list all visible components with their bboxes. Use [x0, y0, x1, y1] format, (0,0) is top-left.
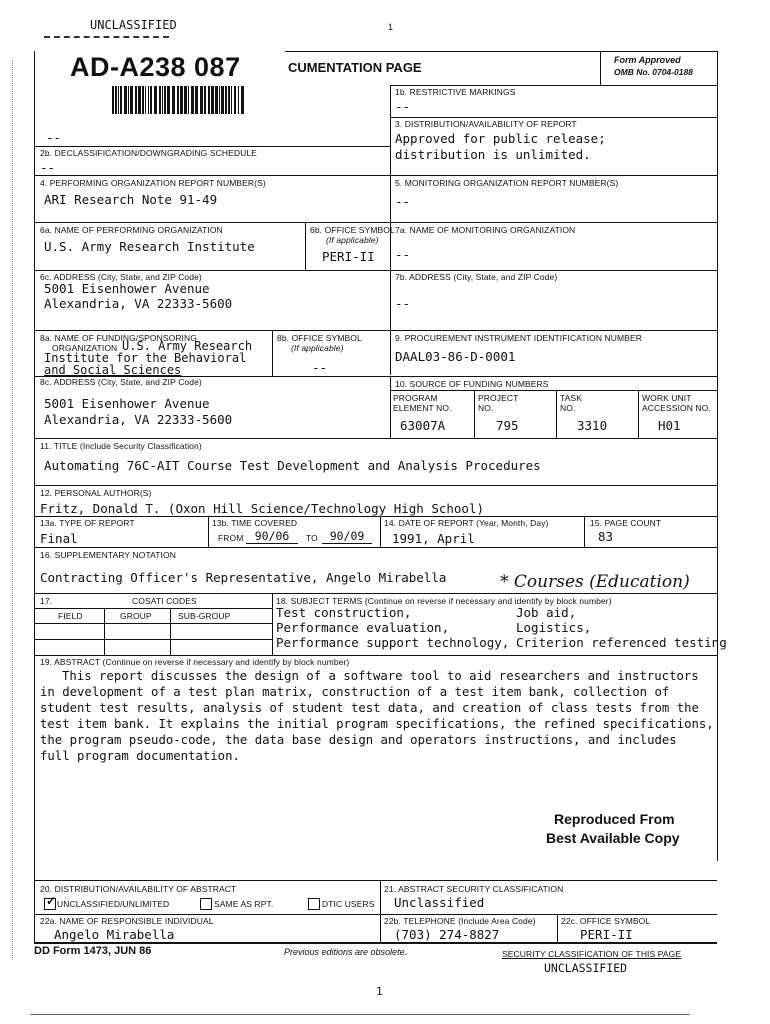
office-symbol-8b-value: --	[312, 360, 328, 375]
rule	[34, 485, 717, 486]
restrictive-markings-value: --	[395, 99, 411, 114]
abstract-line: student test results, analysis of student test data, and creation of class tests from the	[40, 701, 699, 715]
abstract-label: 19. ABSTRACT (Continue on reverse if necessary and identify by block number)	[40, 657, 350, 667]
rule	[390, 390, 717, 391]
funding-org-line2: Institute for the Behavioral	[44, 351, 247, 365]
procurement-value: DAAL03-86-D-0001	[395, 349, 516, 364]
work-unit-label-2: ACCESSION NO.	[642, 403, 711, 413]
performing-report-number-value: ARI Research Note 91-49	[44, 192, 218, 207]
office-symbol-22c-label: 22c. OFFICE SYMBOL	[561, 916, 651, 926]
responsible-individual-value: Angelo Mirabella	[54, 927, 175, 942]
office-symbol-6b-label: 6b. OFFICE SYMBOL	[310, 225, 395, 235]
work-unit-label-1: WORK UNIT	[642, 393, 692, 403]
accession-number: AD-A238 087	[70, 52, 241, 82]
funding-org-line3: and Social Sciences	[44, 363, 182, 377]
cosati-codes-label: COSATI CODES	[132, 596, 197, 606]
page-count-label: 15. PAGE COUNT	[590, 518, 662, 528]
scan-edge	[30, 1014, 690, 1015]
rule	[34, 655, 717, 656]
address-7b-value: --	[395, 296, 411, 311]
restrictive-markings-label: 1b. RESTRICTIVE MARKINGS	[395, 87, 516, 97]
rule	[34, 880, 717, 881]
address-8c-label: 8c. ADDRESS (City, State, and ZIP Code)	[40, 377, 202, 387]
header-strike	[44, 36, 169, 38]
cosati-subgroup-header: SUB-GROUP	[178, 611, 231, 621]
address-6c-line2: Alexandria, VA 22333-5600	[44, 296, 233, 311]
report-date-value: 1991, April	[392, 531, 475, 546]
same-as-rpt-label: SAME AS RPT.	[214, 899, 274, 909]
rule	[34, 608, 272, 609]
rule	[34, 942, 717, 944]
task-label-1: TASK	[560, 393, 582, 403]
address-8c-line2: Alexandria, VA 22333-5600	[44, 412, 233, 427]
rule	[34, 593, 717, 594]
office-symbol-22c-value: PERI-II	[580, 927, 633, 942]
monitoring-org-value: --	[395, 247, 411, 262]
funding-org-label-2: ORGANIZATION	[52, 343, 118, 353]
report-date-label: 14. DATE OF REPORT (Year, Month, Day)	[384, 518, 549, 528]
rule	[34, 639, 272, 640]
page-count-value: 83	[598, 529, 614, 544]
rule	[474, 390, 475, 438]
rule	[34, 146, 390, 147]
unclassified-unlimited-label: UNCLASSIFIED/UNLIMITED	[57, 899, 170, 909]
performing-org-value: U.S. Army Research Institute	[44, 239, 255, 254]
page-title: CUMENTATION PAGE	[288, 60, 422, 75]
rule	[104, 608, 105, 655]
task-label-2: NO.	[560, 403, 576, 413]
cosati-group-header: GROUP	[120, 611, 152, 621]
report-type-value: Final	[40, 531, 78, 546]
rule	[272, 330, 273, 376]
form-number: DD Form 1473, JUN 86	[34, 945, 152, 957]
project-label-1: PROJECT	[478, 393, 519, 403]
abstract-line: in development of a test plan matrix, construction of a test item bank, collection of	[40, 685, 670, 699]
dtic-users-checkbox[interactable]	[308, 898, 320, 910]
funding-numbers-label: 10. SOURCE OF FUNDING NUMBERS	[395, 379, 549, 389]
monitoring-report-number-value: --	[395, 194, 411, 209]
rule	[34, 175, 717, 176]
security-classification-footer-label: SECURITY CLASSIFICATION OF THIS PAGE	[502, 949, 682, 959]
rule	[34, 623, 272, 624]
rule	[380, 516, 381, 547]
subject-term: Criterion referenced testing	[516, 635, 727, 650]
monitoring-report-number-label: 5. MONITORING ORGANIZATION REPORT NUMBER(S)	[395, 178, 619, 188]
barcode-icon	[112, 86, 244, 114]
subject-terms-label: 18. SUBJECT TERMS (Continue on reverse if necessary and identify by block number)	[276, 596, 612, 606]
abstract-line: the program pseudo-code, the data base design and operators instructions, and includes	[40, 733, 677, 747]
page-number: 1	[376, 985, 383, 998]
project-value: 795	[496, 418, 519, 433]
project-label-2: NO.	[478, 403, 494, 413]
page-mark: 1	[388, 22, 394, 32]
frame-left	[34, 51, 35, 943]
omb-number: OMB No. 0704-0188	[614, 67, 693, 77]
supplementary-value: Contracting Officer's Representative, Angelo Mirabella	[40, 570, 447, 585]
rule	[272, 593, 273, 655]
rule	[305, 222, 306, 270]
rule	[208, 516, 209, 547]
rule	[390, 376, 391, 438]
address-8c-line1: 5001 Eisenhower Avenue	[44, 396, 210, 411]
rule	[556, 390, 557, 438]
office-symbol-6b-value: PERI-II	[322, 249, 375, 264]
abstract-security-label: 21. ABSTRACT SECURITY CLASSIFICATION	[384, 884, 564, 894]
program-element-value: 63007A	[400, 418, 446, 433]
rule	[584, 516, 585, 547]
report-type-label: 13a. TYPE OF REPORT	[40, 518, 135, 528]
subject-term: Performance evaluation,	[276, 620, 450, 635]
scan-edge	[12, 60, 13, 960]
rule	[34, 330, 717, 331]
classification-bottom: UNCLASSIFIED	[544, 961, 628, 975]
classification-top: UNCLASSIFIED	[90, 18, 177, 32]
rule	[34, 516, 717, 517]
distribution-value-line2: distribution is unlimited.	[395, 147, 591, 162]
time-to-label: TO	[306, 533, 318, 543]
subject-term: Performance support technology,	[276, 635, 510, 650]
rule	[638, 390, 639, 438]
frame-right	[717, 51, 718, 861]
address-6c-label: 6c. ADDRESS (City, State, and ZIP Code)	[40, 272, 202, 282]
security-classification-value: --	[46, 130, 62, 145]
form-approved-divider	[600, 51, 601, 85]
subject-term: Test construction,	[276, 605, 412, 620]
declassification-value: --	[40, 160, 56, 175]
dtic-users-label: DTIC USERS	[322, 899, 375, 909]
handwritten-annotation: * Courses (Education)	[500, 572, 690, 592]
performing-report-number-label: 4. PERFORMING ORGANIZATION REPORT NUMBER(S)	[40, 178, 266, 188]
work-unit-value: H01	[658, 418, 681, 433]
author-label: 12. PERSONAL AUTHOR(S)	[40, 488, 152, 498]
abstract-line: test item bank. It explains the initial program specifications, the refined specifications,	[40, 717, 714, 731]
rule	[557, 914, 558, 942]
rule	[34, 270, 717, 271]
monitoring-org-label: 7a. NAME OF MONITORING ORGANIZATION	[395, 225, 576, 235]
abstract-security-value: Unclassified	[394, 895, 485, 910]
rule	[34, 222, 717, 223]
cosati-number: 17.	[40, 596, 53, 606]
telephone-label: 22b. TELEPHONE (Include Area Code)	[384, 916, 536, 926]
office-symbol-8b-sub: (If applicable)	[291, 343, 344, 353]
declassification-label: 2b. DECLASSIFICATION/DOWNGRADING SCHEDULE	[40, 148, 257, 158]
rule	[390, 117, 717, 118]
office-symbol-6b-sub: (If applicable)	[326, 235, 379, 245]
rule	[34, 547, 717, 548]
reproduced-stamp-line2: Best Available Copy	[546, 830, 680, 846]
address-6c-line1: 5001 Eisenhower Avenue	[44, 281, 210, 296]
abstract-distribution-label: 20. DISTRIBUTION/AVAILABILITY OF ABSTRACT	[40, 884, 237, 894]
title-label: 11. TITLE (Include Security Classification)	[40, 441, 202, 451]
obsolete-notice: Previous editions are obsolete.	[284, 947, 408, 957]
checkmark-icon: ✓	[46, 894, 57, 908]
time-from-label: FROM	[218, 533, 244, 543]
rule	[170, 608, 171, 655]
address-7b-label: 7b. ADDRESS (City, State, and ZIP Code)	[395, 272, 558, 282]
task-value: 3310	[577, 418, 608, 433]
performing-org-label: 6a. NAME OF PERFORMING ORGANIZATION	[40, 225, 223, 235]
rule	[390, 85, 717, 86]
rule	[34, 438, 717, 439]
telephone-value: (703) 274-8827	[394, 927, 500, 942]
distribution-label: 3. DISTRIBUTION/AVAILABILITY OF REPORT	[395, 119, 577, 129]
distribution-value-line1: Approved for public release;	[395, 131, 606, 146]
subject-term: Job aid,	[516, 605, 577, 620]
rule	[380, 880, 381, 942]
time-to-value: 90/09	[322, 529, 372, 544]
responsible-individual-label: 22a. NAME OF RESPONSIBLE INDIVIDUAL	[40, 916, 214, 926]
procurement-label: 9. PROCUREMENT INSTRUMENT IDENTIFICATION NUMBER	[395, 333, 642, 343]
supplementary-label: 16. SUPPLEMENTARY NOTATION	[40, 550, 176, 560]
author-value: Fritz, Donald T. (Oxon Hill Science/Technology High School)	[40, 501, 485, 516]
subject-term: Logistics,	[516, 620, 592, 635]
form-approved: Form Approved	[614, 55, 681, 65]
time-from-value: 90/06	[246, 529, 298, 544]
funding-org-label: 8a. NAME OF FUNDING/SPONSORING	[40, 333, 197, 343]
rule	[34, 914, 717, 915]
program-element-label-1: PROGRAM	[393, 393, 438, 403]
abstract-line: full program documentation.	[40, 749, 240, 763]
cosati-field-header: FIELD	[58, 611, 83, 621]
title-value: Automating 76C-AIT Course Test Development and Analysis Procedures	[44, 458, 541, 473]
time-covered-label: 13b. TIME COVERED	[212, 518, 298, 528]
abstract-line: This report discusses the design of a software tool to aid researchers and instructors	[62, 669, 699, 683]
office-symbol-8b-label: 8b. OFFICE SYMBOL	[277, 333, 362, 343]
reproduced-stamp-line1: Reproduced From	[554, 811, 675, 827]
funding-org-line1: U.S. Army Research	[122, 339, 253, 353]
frame-top	[285, 51, 717, 52]
same-as-rpt-checkbox[interactable]	[200, 898, 212, 910]
program-element-label-2: ELEMENT NO.	[393, 403, 452, 413]
